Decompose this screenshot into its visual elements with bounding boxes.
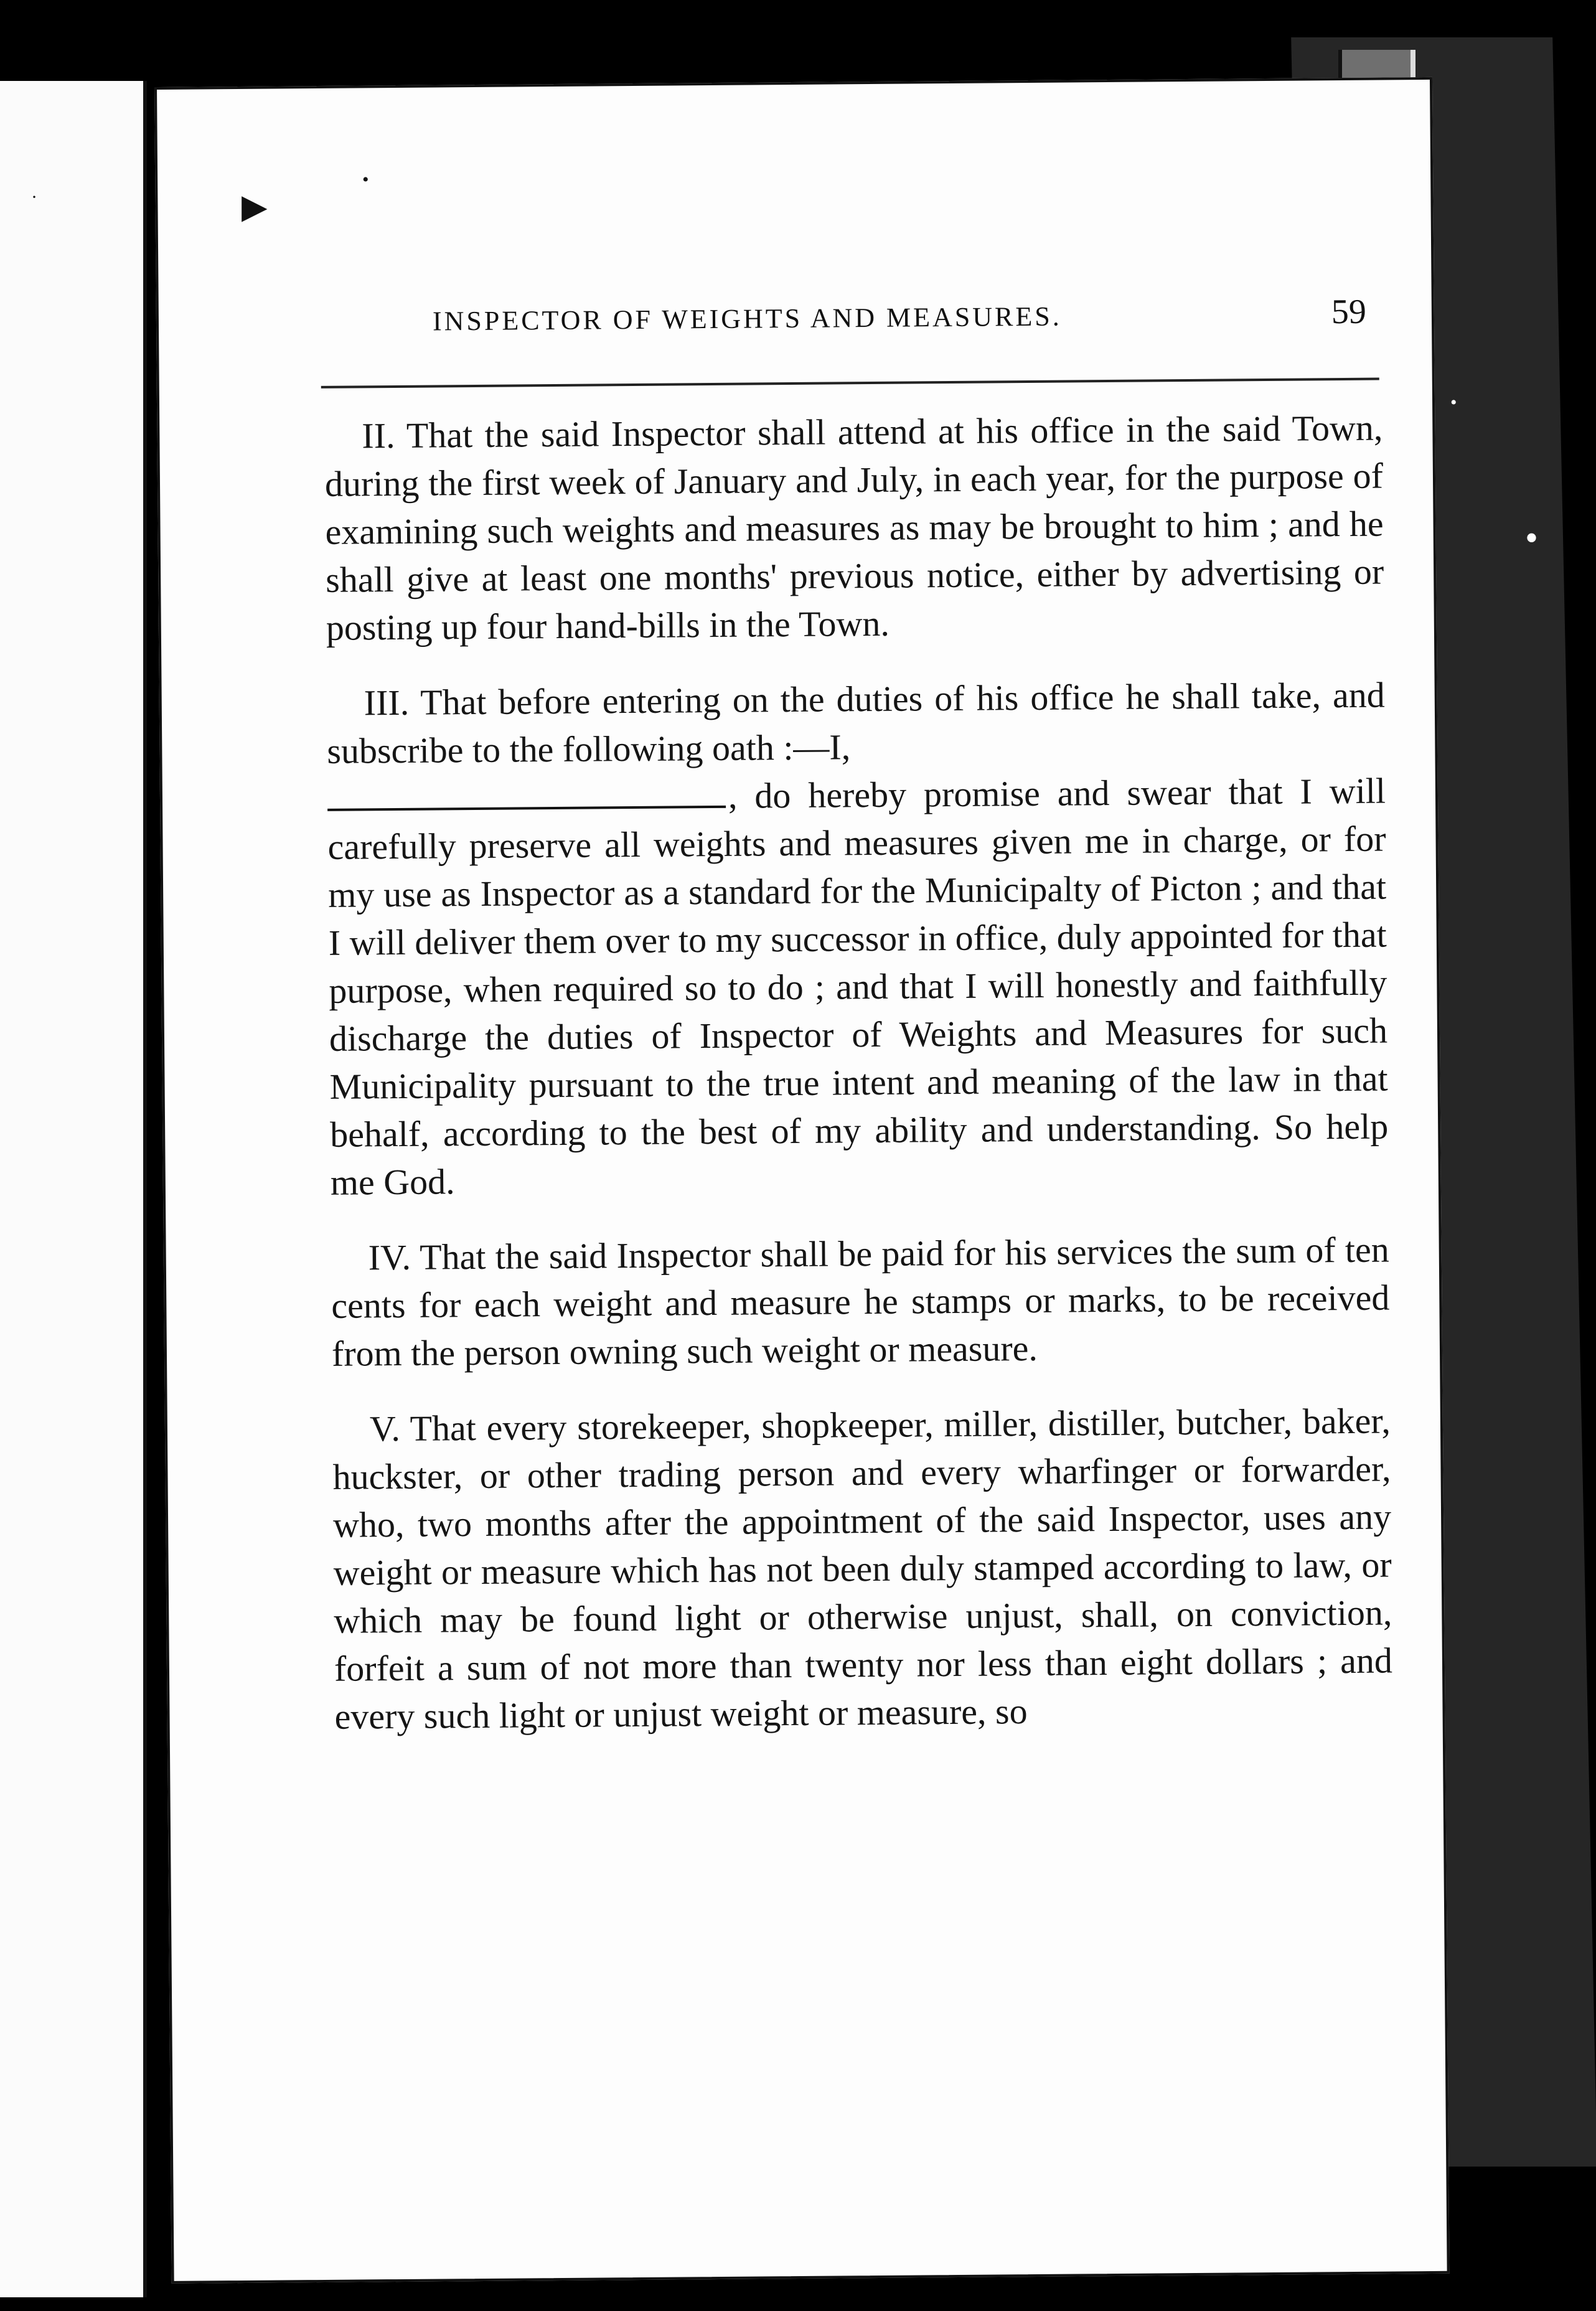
ink-speck: · [31, 187, 37, 207]
name-blank-line [327, 806, 726, 811]
book-page [154, 77, 1450, 2284]
paragraph-iii-oath [326, 671, 1389, 1207]
header-rule [321, 378, 1379, 388]
paragraph-iv: IV. That the said Inspector shall be paid for his services the sum of ten cents for each weight and measure he stamps or marks, to be received from the person owning such weight or measure. [331, 1229, 1390, 1374]
margin-arrow-mark: ▶ [242, 188, 268, 225]
paragraph-ii: II. That the said Inspector shall attend at his office in the said Town, during the first week of January and July, in each year, for the purpose of examining such weights and measures as may be brought to him ; and he shall give at least one months' previous notice, either by advertising or posting up four hand-bills in the Town. [324, 407, 1384, 648]
running-head-title: INSPECTOR OF WEIGHTS AND MEASURES. [432, 301, 1062, 337]
paragraph-v: V. That every storekeeper, shopkeeper, miller, distiller, butcher, baker, huckster, or other trading person and every wharfinger or forwarder, who, two months after the appointment of the said Inspector, uses any weight or measure which has not been duly stamped according to law, or which may be found light or otherwise unjust, shall, on conviction, forfeit a sum of not more than twenty nor less than eight dollars ; and every such light or unjust weight or measure, so [332, 1400, 1393, 1737]
ink-speck: • [1450, 392, 1457, 413]
oath-intro: III. That before entering on the duties of his office he shall take, and subscribe to the following oath :—I, [327, 674, 1385, 771]
page-number: 59 [1331, 292, 1367, 332]
oath-text: , do hereby promise and swear that I will carefully preserve all weights and measures given me in charge, or for my use as Inspector as a standard for the Municipalty of Picton ; and that I will deliver them over to my successor in office, duly appointed for that purpose, when required so to do ; and that I will honestly and faithfully discharge the duties of Inspector of Weights and Measures for such Municipality pursuant to the true intent and meaning of the law in that behalf, according to the best of my ability and understanding. So help me God. [327, 770, 1389, 1203]
facing-page-edge [0, 81, 147, 2297]
ink-speck: • [1525, 517, 1539, 558]
running-head [433, 292, 1366, 339]
body-text [324, 404, 1393, 1768]
ink-speck: • [362, 169, 369, 190]
